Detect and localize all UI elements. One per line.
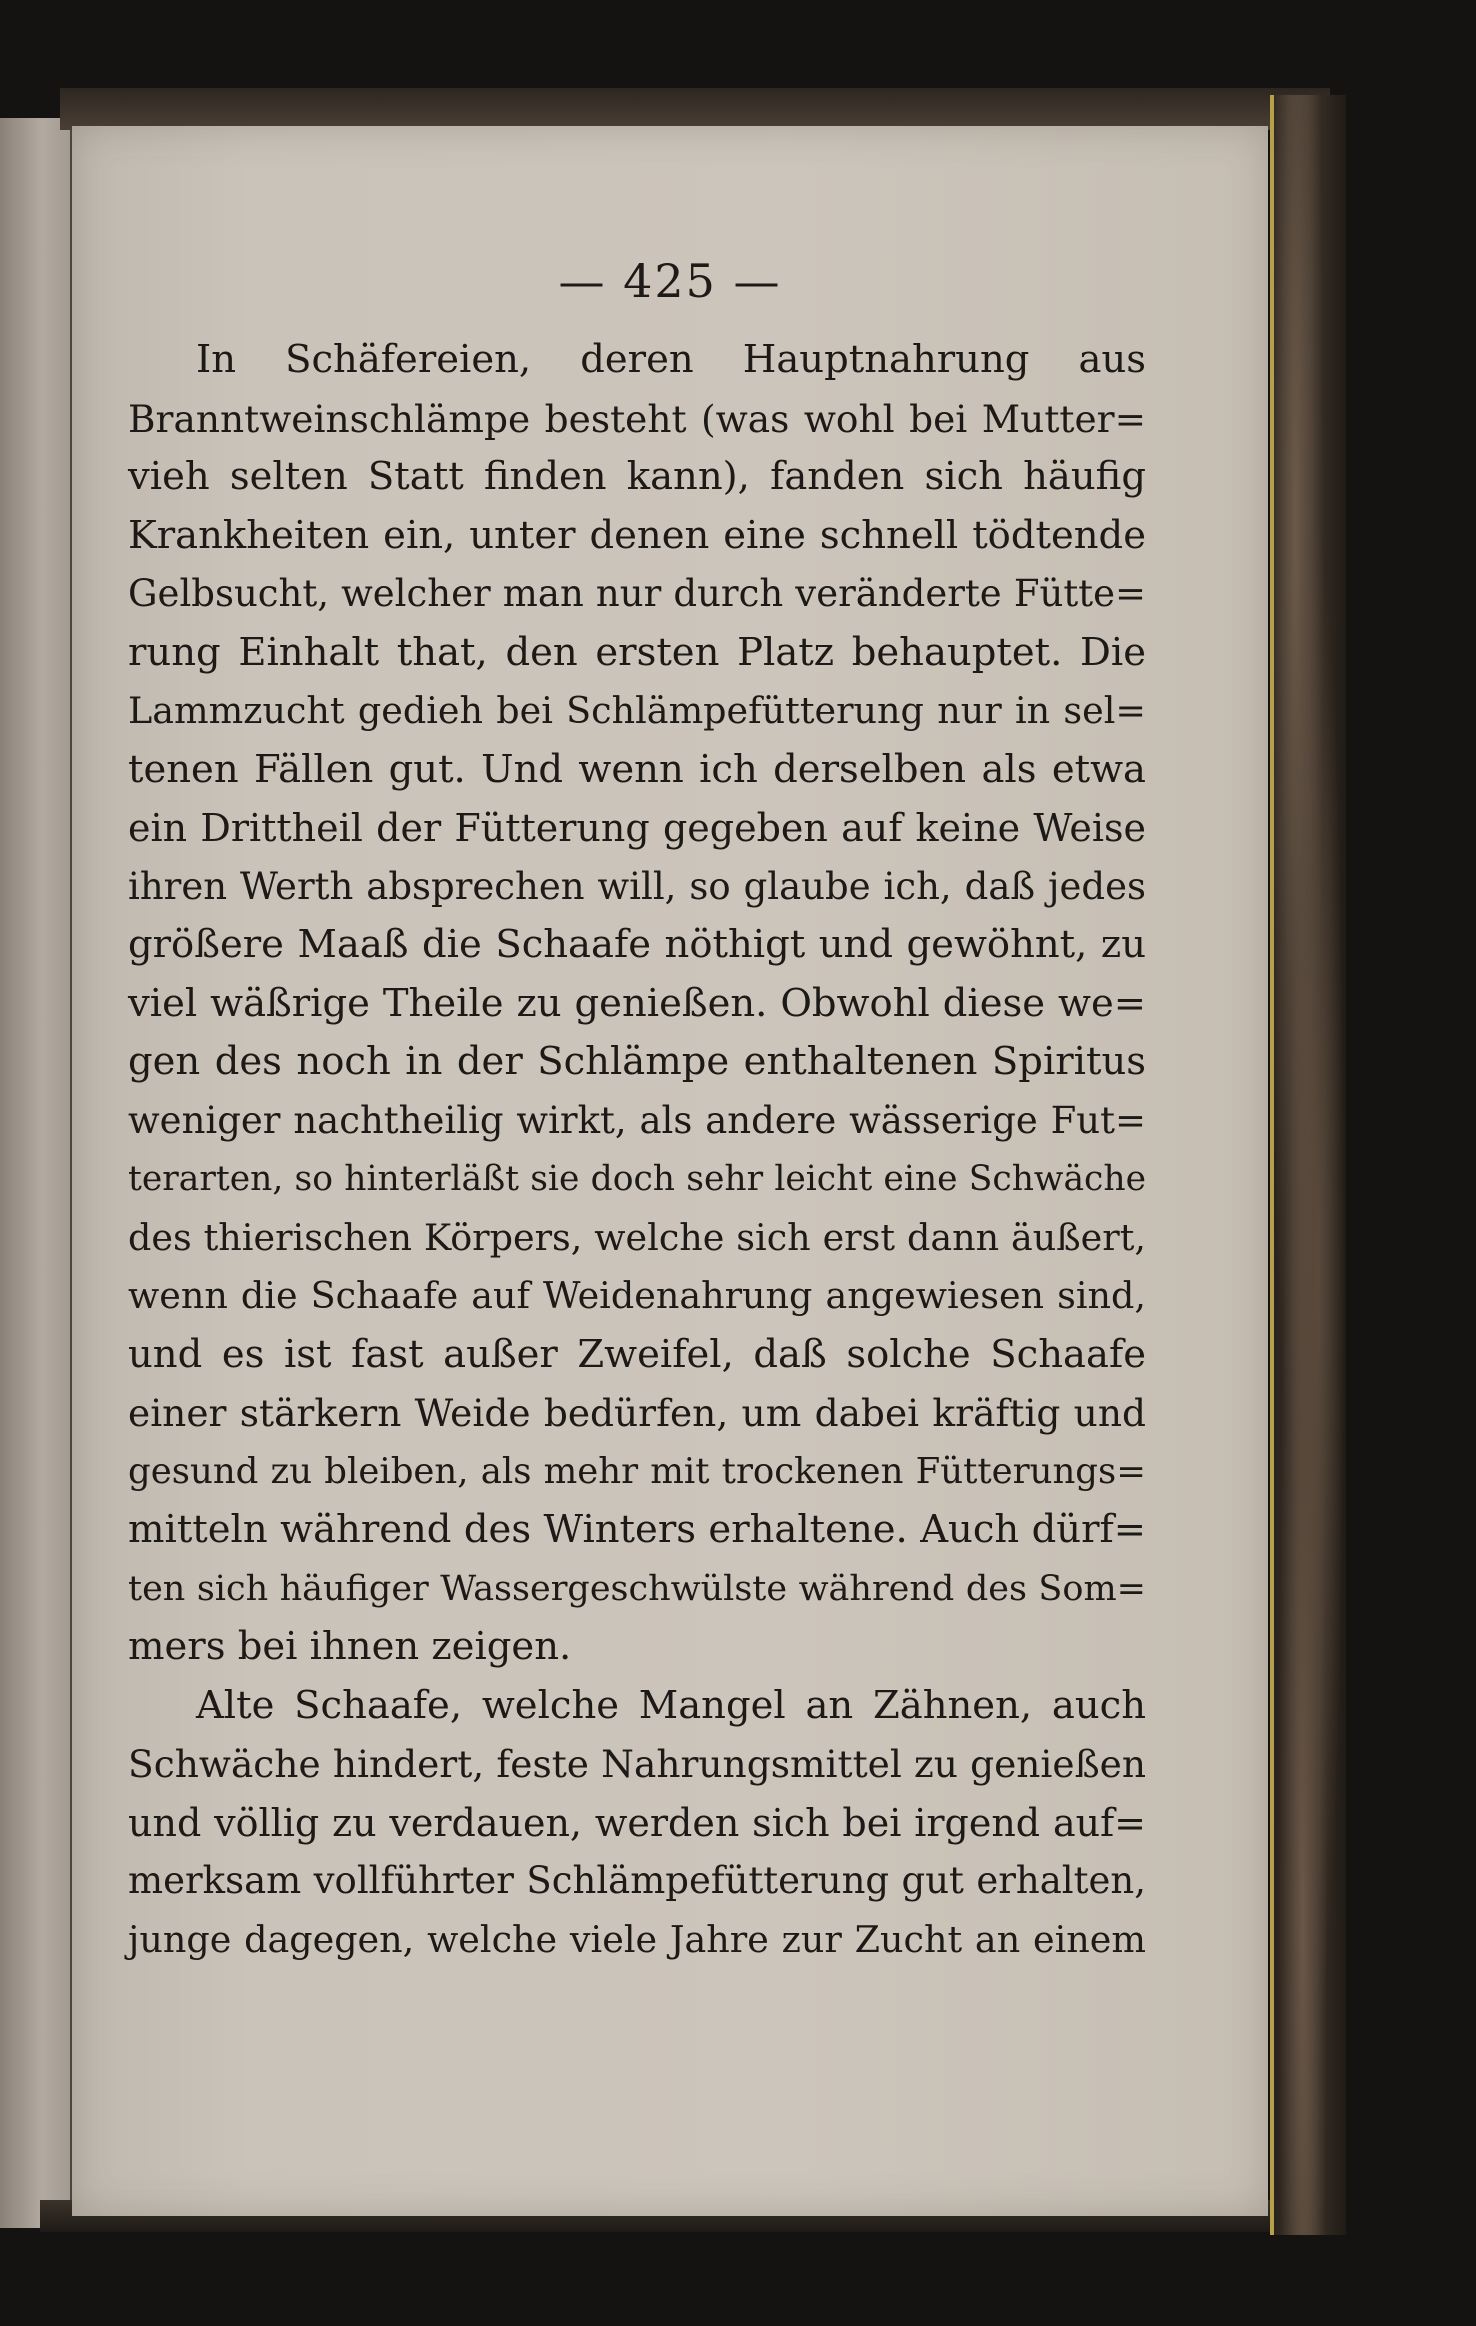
text-line: größere Maaß die Schaafe nöthigt und gewöhnt, zu (128, 922, 1146, 967)
text-line: Krankheiten ein, unter denen eine schnell tödtende (128, 512, 1146, 558)
paragraph-1 (128, 331, 1146, 1677)
text-line: rung Einhalt that, den ersten Platz behauptet. Die (128, 629, 1146, 675)
text-line: Alte Schaafe, welche Mangel an Zähnen, auch (196, 1682, 1146, 1728)
text-line: gen des noch in der Schlämpe enthaltenen Spiritus (128, 1039, 1146, 1084)
text-line: Schwäche hindert, feste Nahrungsmittel zu genießen (128, 1742, 1146, 1786)
left-page-edge (0, 118, 73, 2228)
text-line: In Schäfereien, deren Hauptnahrung aus (196, 337, 1146, 382)
marbled-cover-edge (1270, 95, 1346, 2235)
text-line: und es ist fast außer Zweifel, daß solche Schaafe (128, 1331, 1146, 1377)
text-line: merksam vollführter Schlämpefütterung gut erhalten, (128, 1859, 1146, 1902)
cover-edge-top (60, 88, 1330, 130)
paragraph-2 (128, 1677, 1146, 1970)
text-line: Lammzucht gedieh bei Schlämpefütterung nur in sel= (128, 689, 1146, 732)
text-line: junge dagegen, welche viele Jahre zur Zucht an einem (128, 1917, 1146, 1961)
text-line: gesund zu bleiben, als mehr mit trockenen Fütterungs= (128, 1450, 1146, 1492)
text-line: vieh selten Statt finden kann), fanden sich häufig (128, 454, 1146, 499)
text-line: Branntweinschlämpe besteht (was wohl bei Mutter= (128, 396, 1146, 441)
text-line: mitteln während des Winters erhaltene. Auch dürf= (128, 1507, 1146, 1552)
text-line: und völlig zu verdauen, werden sich bei irgend auf= (128, 1800, 1146, 1845)
text-line: ein Drittheil der Fütterung gegeben auf keine Weise (128, 806, 1146, 850)
text-line: ihren Werth absprechen will, so glaube ich, daß jedes (128, 864, 1146, 908)
text-block (128, 331, 1146, 1969)
text-line: terarten, so hinterläßt sie doch sehr leicht eine Schwäche (128, 1159, 1146, 1199)
text-line: Gelbsucht, welcher man nur durch veränderte Fütte= (128, 572, 1146, 615)
book-page (72, 126, 1268, 2216)
text-line: weniger nachtheilig wirkt, als andere wässerige Fut= (128, 1098, 1146, 1142)
text-line: mers bei ihnen zeigen. (128, 1624, 572, 1669)
page-number: — 425 — (558, 254, 782, 308)
text-line: tenen Fällen gut. Und wenn ich derselben als etwa (128, 746, 1146, 792)
text-line: ten sich häufiger Wassergeschwülste während des Som= (128, 1568, 1146, 1609)
text-line: einer stärkern Weide bedürfen, um dabei kräftig und (128, 1391, 1146, 1435)
text-line: wenn die Schaafe auf Weidenahrung angewiesen sind, (128, 1274, 1146, 1317)
text-line: viel wäßrige Theile zu genießen. Obwohl diese we= (128, 980, 1146, 1026)
text-line: des thierischen Körpers, welche sich erst dann äußert, (128, 1215, 1146, 1259)
